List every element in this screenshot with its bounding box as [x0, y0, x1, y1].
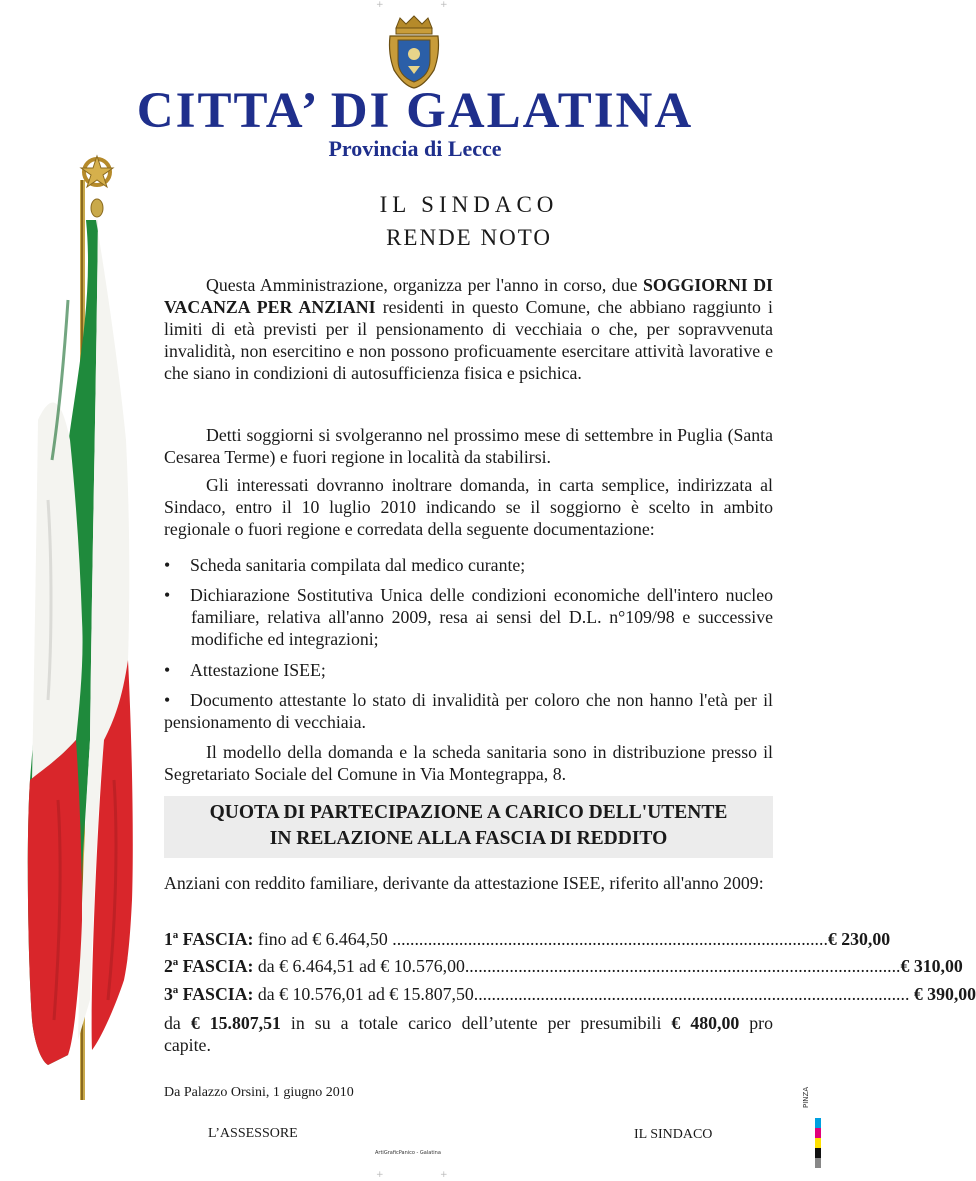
heading-rende-noto: RENDE NOTO [386, 225, 552, 250]
registration-mark: + [376, 1170, 384, 1180]
quota-heading-line: IN RELAZIONE ALLA FASCIA DI REDDITO [269, 828, 668, 849]
leader-dots: .................................................................................................. [464, 956, 901, 976]
quota-heading-line: QUOTA DI PARTECIPAZIONE A CARICO DELL'UTENTE [209, 802, 728, 823]
fascia-range: da € 6.464,51 ad € 10.576,00 [253, 956, 465, 976]
paragraph-dates: Detti soggiorni si svolgeranno nel prossimo mese di settembre in Puglia (Santa Cesarea Terme) e fuori regione in località da stabilirsi. [164, 425, 773, 467]
fascia-row [164, 955, 963, 977]
signature-sindaco: IL SINDACO [634, 1127, 713, 1142]
list-item: • Attestazione ISEE; [164, 660, 326, 680]
fascia-row [164, 928, 891, 950]
fascia-row [164, 983, 976, 1005]
italian-flag-icon [18, 140, 148, 1100]
fascia-range: da € 10.576,01 ad € 15.807,50 [253, 984, 474, 1004]
paragraph-distribution: Il modello della domanda e la scheda sanitaria sono in distribuzione presso il Segretariato Sociale del Comune in Via Montegrappa, 8. [164, 742, 773, 784]
heading-il-sindaco: IL SINDACO [379, 192, 559, 217]
city-title: CITTA’ DI GALATINA [136, 83, 694, 139]
paragraph-intro: Questa Amministrazione, organizza per l'anno in corso, due SOGGIORNI DI VACANZA PER ANZIANI residenti in questo Comune, che abbiano raggiunto i limiti di età previsti per il pensionamento di vecchiaia o che, per sopravvenuta invalidità, non esercitino e non possono proficuamente esercitare attività lavorative e che siano in condizioni di autosufficienza fisica e psichica. [164, 275, 773, 383]
registration-mark: + [440, 0, 448, 10]
fascia-amount: € 390,00 [909, 984, 976, 1004]
fasce-intro: Anziani con reddito familiare, derivante da attestazione ISEE, riferito all'anno 2009: [164, 873, 764, 893]
color-calibration-bar [815, 1118, 821, 1168]
fascia-last: da € 15.807,51 in su a totale carico dell’utente per presumibili € 480,00 pro capite. [164, 1013, 773, 1055]
fascia-label: 3ª FASCIA: [164, 984, 254, 1004]
side-code: PINZA [802, 1086, 810, 1108]
registration-mark: + [440, 1170, 448, 1180]
registration-mark: + [376, 0, 384, 10]
fascia-amount: € 310,00 [900, 956, 963, 976]
list-item: • Scheda sanitaria compilata dal medico curante; [164, 555, 526, 575]
date-line: Da Palazzo Orsini, 1 giugno 2010 [164, 1085, 354, 1100]
list-item: • Documento attestante lo stato di invalidità per coloro che non hanno l'età per il pensionamento di vecchiaia. [164, 690, 773, 732]
province-subtitle: Provincia di Lecce [328, 136, 502, 161]
signature-assessore: L’ASSESSORE [208, 1126, 298, 1141]
list-item: • Dichiarazione Sostitutiva Unica delle condizioni economiche dell'intero nucleo familiare, relativa all'anno 2009, resa ai sensi del D.L. n°109/98 e successive modifiche ed integrazioni; [164, 585, 773, 649]
leader-dots: .................................................................................................. [473, 984, 910, 1004]
fascia-label: 1ª FASCIA: [164, 929, 254, 949]
fascia-range: fino ad € 6.464,50 [253, 929, 393, 949]
coat-of-arms-icon [386, 14, 442, 90]
paragraph-application: Gli interessati dovranno inoltrare domanda, in carta semplice, indirizzata al Sindaco, entro il 10 luglio 2010 indicando se il soggiorno è scelto in ambito regionale o fuori regione e corredata della seguente documentazione: [164, 475, 773, 539]
printer-credit: ArtiGraficPanico - Galatina [375, 1150, 441, 1156]
leader-dots: .................................................................................................. [392, 929, 828, 949]
quota-heading-box [164, 796, 773, 858]
fascia-label: 2ª FASCIA: [164, 956, 254, 976]
fascia-amount: € 230,00 [827, 929, 891, 949]
